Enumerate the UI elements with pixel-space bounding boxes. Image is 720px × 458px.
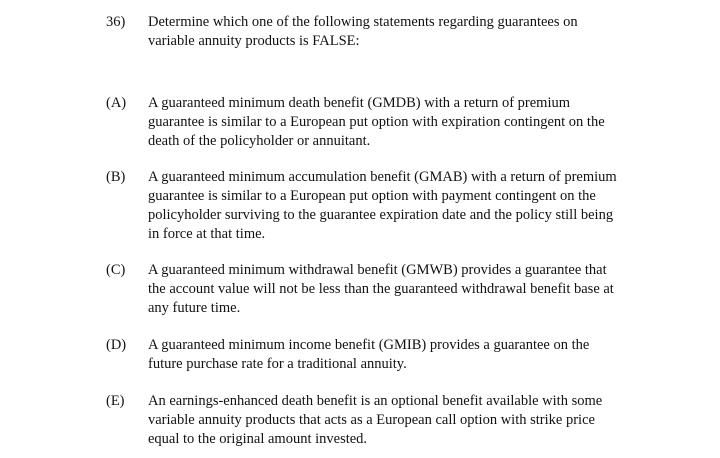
option-line: guarantee is similar to a European put option with expiration contingent on the <box>148 114 605 130</box>
option-label: (A) <box>106 95 127 111</box>
option-text <box>148 336 618 374</box>
option-line: guarantee is similar to a European put option with payment contingent on the <box>148 188 596 204</box>
option-line: policyholder surviving to the guarantee expiration date and the policy still being <box>148 207 614 223</box>
option-line: A guaranteed minimum death benefit (GMDB) with a return of premium <box>148 95 571 111</box>
option-text <box>148 392 618 449</box>
option-line: variable annuity products that acts as a European call option with strike price <box>148 412 595 428</box>
option-text <box>148 168 618 244</box>
option-line: the account value will not be less than the guaranteed withdrawal benefit base at <box>148 281 614 297</box>
option-line: A guaranteed minimum accumulation benefit (GMAB) with a return of premium <box>148 169 617 185</box>
option-label: (B) <box>106 169 126 185</box>
question-stem-line: Determine which one of the following statements regarding guarantees on <box>148 14 578 30</box>
option-line: A guaranteed minimum withdrawal benefit (GMWB) provides a guarantee that <box>148 262 607 278</box>
option-label: (D) <box>106 337 127 353</box>
option-line: death of the policyholder or annuitant. <box>148 133 371 149</box>
option-line: equal to the original amount invested. <box>148 431 368 447</box>
option-line: future purchase rate for a traditional annuity. <box>148 356 407 372</box>
option-line: A guaranteed minimum income benefit (GMIB) provides a guarantee on the <box>148 337 590 353</box>
option-label: (E) <box>106 393 125 409</box>
option-line: any future time. <box>148 300 241 316</box>
option-text <box>148 94 618 151</box>
question-number: 36) <box>106 14 126 30</box>
option-text <box>148 261 618 318</box>
option-label: (C) <box>106 262 126 278</box>
option-line: An earnings-enhanced death benefit is an optional benefit available with some <box>148 393 603 409</box>
question-stem-line: variable annuity products is FALSE: <box>148 33 360 49</box>
option-line: in force at that time. <box>148 226 266 242</box>
question-stem <box>148 13 618 51</box>
